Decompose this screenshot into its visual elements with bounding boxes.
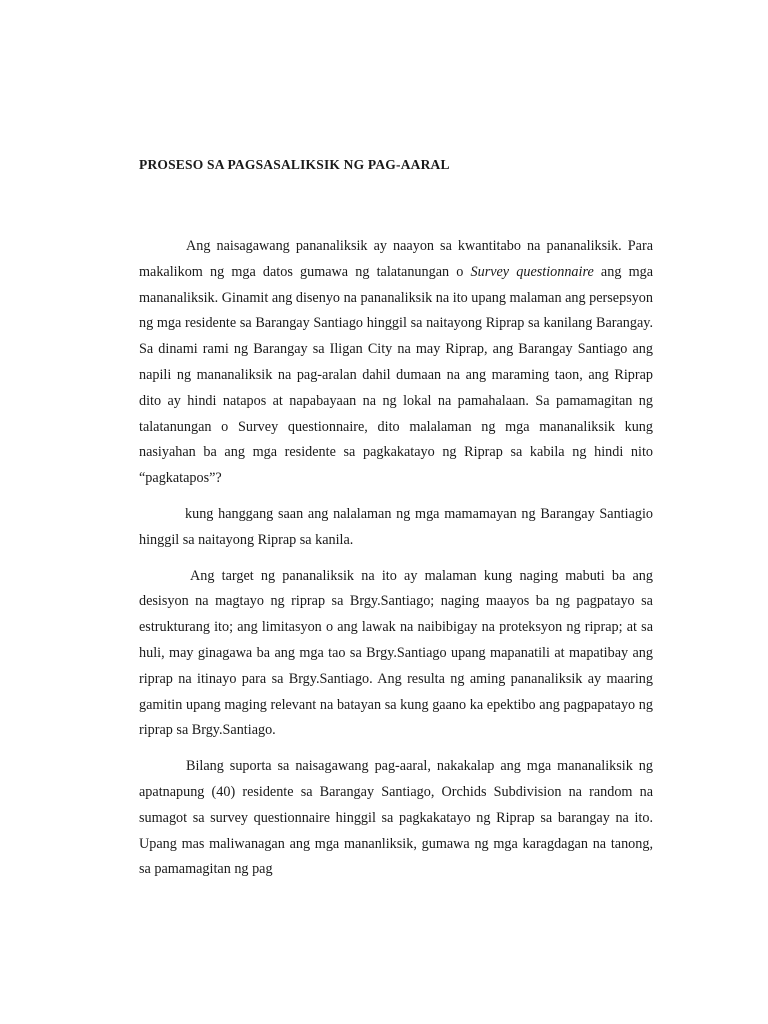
paragraph-2: kung hanggang saan ang nalalaman ng mga mamamayan ng Barangay Santiagio hinggil sa naitayong Riprap sa kanila. [139, 505, 653, 548]
paragraph-1-italic: Survey questionnaire [470, 263, 594, 280]
paragraph-4: Bilang suporta sa naisagawang pag-aaral, nakakalap ang mga mananaliksik ng apatnapung (40) residente sa Barangay Santiago, Orchids Subdivision na random na sumagot sa survey questionnaire hinggil sa pagkakatayo ng Riprap sa barangay na ito. Upang mas maliwanagan ang mga mananliksik, gumawa ng mga karagdagan na tanong, sa pamamagitan ng pag [139, 758, 653, 878]
paragraph-1 [139, 234, 653, 492]
document-body [139, 234, 653, 893]
document-title: PROSESO SA PAGSASALIKSIK NG PAG-AARAL [139, 157, 450, 172]
paragraph-1-text-b: ang mga mananaliksik. Ginamit ang disenyo na pananaliksik na ito upang malaman ang persepsyon ng mga residente sa Barangay Santiago hinggil sa naitayong Riprap sa kanilang Barangay. Sa dinami rami ng Barangay sa Iligan City na may Riprap, ang Barangay Santiago ang napili ng mananaliksik na pag-aralan dahil dumaan na ang maraming taon, ang Riprap dito ay hindi natapos at napabayaan na ng lokal na pamahalaan. Sa pamamagitan ng talatanungan o Survey questionnaire, dito malalaman ng mga mananaliksik kung nasiyahan ba ang mga residente sa pagkakatayo ng Riprap sa kabila ng hindi nito “pagkatapos”? [139, 263, 653, 487]
paragraph-3: Ang target ng pananaliksik na ito ay malaman kung naging mabuti ba ang desisyon na magtayo ng riprap sa Brgy.Santiago; naging maayos ba ng pagpatayo sa estrukturang ito; ang limitasyon o ang lawak na naibibigay na proteksyon ng riprap; at sa huli, may ginagawa ba ang mga tao sa Brgy.Santiago upang mapanatili at mapatibay ang riprap na itinayo para sa Brgy.Santiago. Ang resulta ng aming pananaliksik ay maaring gamitin upang maging relevant na batayan sa kung gaano ka epektibo ang pagpapatayo ng riprap sa Brgy.Santiago. [139, 567, 653, 739]
paragraph-1-text-a: Ang naisagawang pananaliksik ay naayon sa kwantitabo na pananaliksik. Para makalikom ng mga datos gumawa ng talatanungan o [139, 238, 653, 280]
